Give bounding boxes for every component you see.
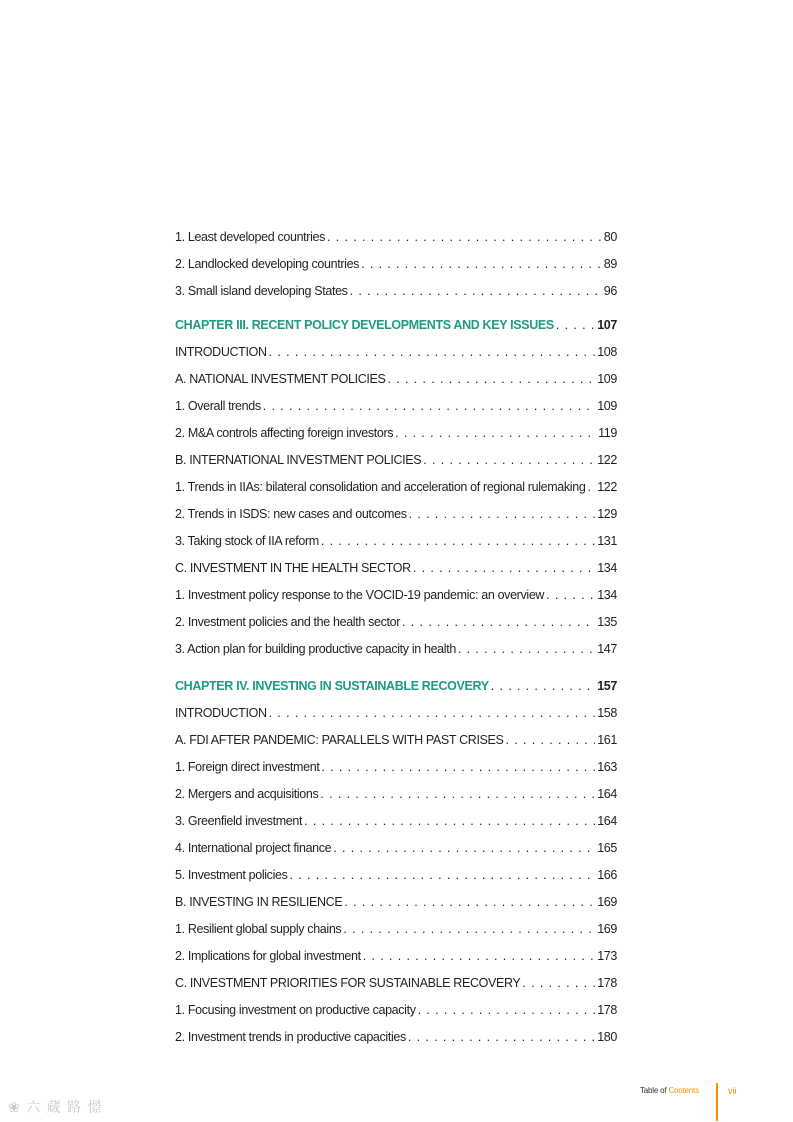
footer-label-accent: Contents [668, 1086, 699, 1095]
toc-entry-label: 2. Investment policies and the health sector [175, 615, 401, 629]
toc-chapter-entry[interactable] [175, 314, 617, 341]
toc-entry-page: 169 [597, 895, 617, 909]
toc-entry-page: 166 [597, 868, 617, 882]
toc-subsection-entry[interactable] [175, 280, 617, 307]
toc-subsection-entry[interactable] [175, 253, 617, 280]
toc-subsection-entry[interactable] [175, 837, 617, 864]
toc-section-entry[interactable] [175, 557, 617, 584]
toc-subsection-entry[interactable] [175, 422, 617, 449]
toc-entry-page: 119 [598, 426, 617, 440]
toc-dot-leader [506, 729, 596, 751]
toc-subsection-entry[interactable] [175, 999, 617, 1026]
toc-dot-leader [388, 368, 596, 390]
toc-section-entry[interactable] [175, 729, 617, 756]
toc-dot-leader [413, 557, 595, 579]
toc-entry-page: 108 [597, 345, 617, 359]
toc-entry-label: 1. Trends in IIAs: bilateral consolidation and acceleration of regional rulemaking [175, 480, 586, 494]
toc-dot-leader [587, 476, 595, 498]
toc-subsection-entry[interactable] [175, 756, 617, 783]
toc-dot-leader [458, 638, 595, 660]
watermark-text: 六 蔵 路 憬 [26, 1100, 103, 1116]
toc-entry-page: 135 [597, 615, 617, 629]
toc-entry-page: 178 [597, 1003, 617, 1017]
toc-entry-page: 169 [597, 922, 617, 936]
toc-entry-page: 163 [597, 760, 617, 774]
toc-entry-label: A. NATIONAL INVESTMENT POLICIES [175, 372, 386, 386]
toc-entry-page: 89 [603, 257, 617, 271]
toc-dot-leader [321, 530, 595, 552]
toc-subsection-entry[interactable] [175, 476, 617, 503]
toc-section-entry[interactable] [175, 368, 617, 395]
toc-entry-label: 1. Focusing investment on productive capacity [175, 1003, 416, 1017]
toc-subsection-entry[interactable] [175, 584, 617, 611]
toc-subsection-entry[interactable] [175, 864, 617, 891]
toc-section-entry[interactable] [175, 702, 617, 729]
toc-dot-leader [321, 756, 595, 778]
running-footer [640, 1086, 699, 1095]
toc-entry-page: 122 [597, 453, 617, 467]
toc-entry-label: INTRODUCTION [175, 345, 267, 359]
toc-dot-leader [343, 918, 595, 940]
toc-entry-page: 161 [597, 733, 617, 747]
toc-section-entry[interactable] [175, 341, 617, 368]
toc-entry-label: A. FDI AFTER PANDEMIC: PARALLELS WITH PAST CRISES [175, 733, 504, 747]
toc-section-entry[interactable] [175, 972, 617, 999]
toc-subsection-entry[interactable] [175, 395, 617, 422]
toc-dot-leader [361, 253, 602, 275]
toc-entry-label: 2. Mergers and acquisitions [175, 787, 319, 801]
toc-entry-label: 3. Greenfield investment [175, 814, 303, 828]
toc-subsection-entry[interactable] [175, 226, 617, 253]
toc-entry-label: 2. M&A controls affecting foreign investors [175, 426, 394, 440]
toc-entry-label: C. INVESTMENT IN THE HEALTH SECTOR [175, 561, 411, 575]
toc-dot-leader [402, 611, 595, 633]
toc-dot-leader [556, 314, 595, 336]
toc-entry-page: 107 [597, 318, 617, 332]
toc-dot-leader [408, 1026, 595, 1048]
toc-entry-page: 164 [597, 787, 617, 801]
toc-entry-label: 3. Action plan for building productive capacity in health [175, 642, 456, 656]
toc-entry-label: 1. Least developed countries [175, 230, 326, 244]
toc-entry-page: 165 [597, 841, 617, 855]
toc-dot-leader [304, 810, 595, 832]
toc-dot-leader [395, 422, 596, 444]
toc-entry-label: B. INVESTING IN RESILIENCE [175, 895, 343, 909]
toc-entry-page: 129 [597, 507, 617, 521]
toc-entry-page: 134 [597, 588, 617, 602]
toc-dot-leader [491, 675, 595, 697]
toc-entry-label: CHAPTER IV. INVESTING IN SUSTAINABLE RECOVERY [175, 679, 489, 693]
toc-dot-leader [344, 891, 595, 913]
toc-entry-label: 1. Resilient global supply chains [175, 922, 342, 936]
toc-subsection-entry[interactable] [175, 918, 617, 945]
toc-dot-leader [363, 945, 595, 967]
toc-entry-label: CHAPTER III. RECENT POLICY DEVELOPMENTS AND KEY ISSUES [175, 318, 554, 332]
footer-label-prefix: Table of [640, 1086, 667, 1095]
toc-dot-leader [327, 226, 602, 248]
toc-entry-page: 157 [597, 679, 617, 693]
watermark-logo: ❀ 六 蔵 路 憬 [8, 1100, 103, 1116]
toc-dot-leader [522, 972, 595, 994]
page-number: vii [728, 1086, 737, 1096]
toc-subsection-entry[interactable] [175, 1026, 617, 1053]
toc-dot-leader [290, 864, 596, 886]
toc-entry-label: 3. Taking stock of IIA reform [175, 534, 319, 548]
toc-entry-page: 164 [597, 814, 617, 828]
toc-entry-label: 2. Investment trends in productive capacities [175, 1030, 406, 1044]
toc-entry-label: 1. Overall trends [175, 399, 261, 413]
toc-entry-label: 3. Small island developing States [175, 284, 348, 298]
toc-entry-page: 122 [597, 480, 617, 494]
toc-dot-leader [409, 503, 596, 525]
toc-entry-page: 158 [597, 706, 617, 720]
footer-divider [716, 1083, 718, 1121]
toc-entry-page: 178 [597, 976, 617, 990]
toc-dot-leader [269, 702, 596, 724]
toc-subsection-entry[interactable] [175, 530, 617, 557]
toc-subsection-entry[interactable] [175, 810, 617, 837]
toc-entry-label: C. INVESTMENT PRIORITIES FOR SUSTAINABLE RECOVERY [175, 976, 521, 990]
toc-entry-page: 134 [597, 561, 617, 575]
toc-dot-leader [546, 584, 595, 606]
toc-subsection-entry[interactable] [175, 783, 617, 810]
toc-dot-leader [350, 280, 602, 302]
toc-entry-page: 109 [597, 399, 617, 413]
toc-entry-label: 2. Landlocked developing countries [175, 257, 360, 271]
toc-entry-page: 80 [603, 230, 617, 244]
toc-entry-page: 173 [597, 949, 617, 963]
toc-dot-leader [418, 999, 596, 1021]
toc-entry-page: 131 [597, 534, 617, 548]
toc-entry-label: 1. Investment policy response to the VOCID-19 pandemic: an overview [175, 588, 545, 602]
toc-entry-label: 2. Implications for global investment [175, 949, 361, 963]
toc-subsection-entry[interactable] [175, 503, 617, 530]
toc-dot-leader [333, 837, 595, 859]
table-of-contents [175, 226, 617, 1053]
toc-entry-page: 109 [597, 372, 617, 386]
toc-entry-label: 2. Trends in ISDS: new cases and outcomes [175, 507, 407, 521]
toc-section-entry[interactable] [175, 891, 617, 918]
toc-subsection-entry[interactable] [175, 638, 617, 665]
toc-dot-leader [269, 341, 596, 363]
toc-entry-page: 180 [597, 1030, 617, 1044]
toc-entry-label: B. INTERNATIONAL INVESTMENT POLICIES [175, 453, 422, 467]
toc-dot-leader [263, 395, 595, 417]
toc-section-entry[interactable] [175, 449, 617, 476]
toc-entry-label: 5. Investment policies [175, 868, 288, 882]
toc-subsection-entry[interactable] [175, 611, 617, 638]
toc-entry-label: 4. International project finance [175, 841, 332, 855]
toc-entry-page: 147 [597, 642, 617, 656]
toc-chapter-entry[interactable] [175, 675, 617, 702]
toc-dot-leader [423, 449, 595, 471]
toc-entry-label: 1. Foreign direct investment [175, 760, 320, 774]
toc-dot-leader [320, 783, 595, 805]
toc-entry-label: INTRODUCTION [175, 706, 267, 720]
toc-entry-page: 96 [603, 284, 617, 298]
toc-subsection-entry[interactable] [175, 945, 617, 972]
